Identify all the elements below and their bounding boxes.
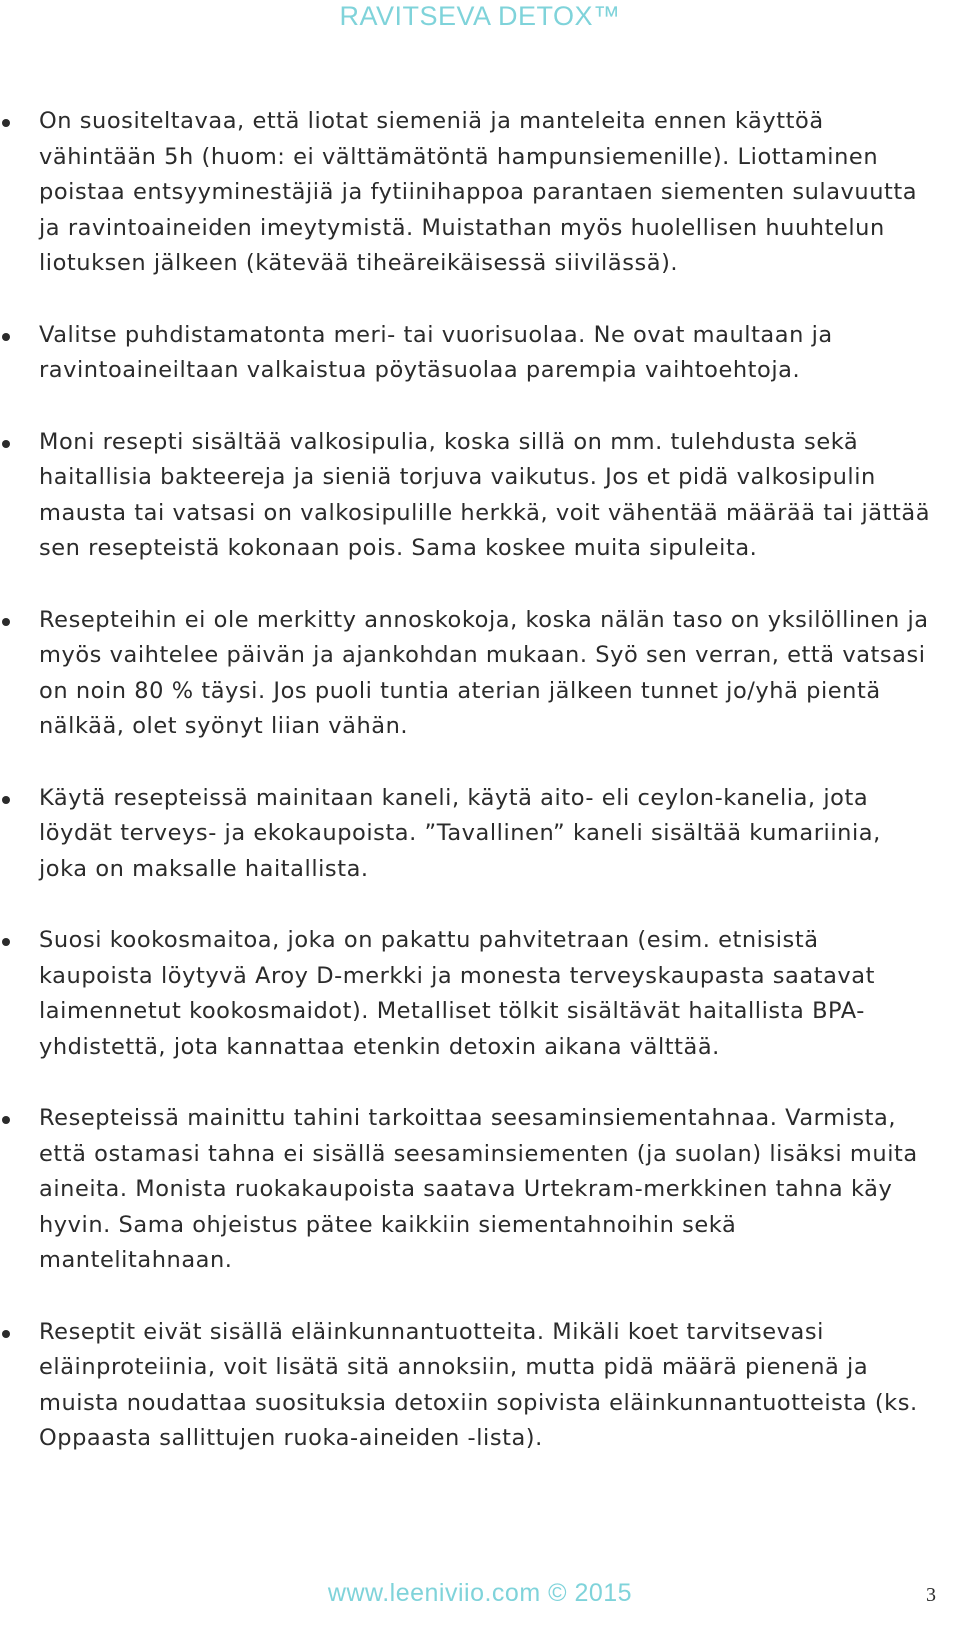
list-item	[0, 318, 960, 389]
page-header-title: RAVITSEVA DETOX™	[339, 1, 621, 31]
bullet-icon	[2, 1116, 10, 1124]
list-item-text: Käytä resepteissä mainitaan kaneli, käytä aito- eli ceylon-kanelia, jota löydät terveys- ja ekokaupoista. ”Tavallinen” kaneli sisältää kumariinia, joka on maksalle haitallista.	[39, 784, 881, 882]
bullet-icon	[2, 618, 10, 626]
list-item-text: Reseptit eivät sisällä eläinkunnantuotteita. Mikäli koet tarvitsevasi eläinproteiinia, voit lisätä sitä annoksiin, mutta pidä määrä pienenä ja muista noudattaa suosituksia detoxiin sopivista eläinkunnantuotteista (ks. Oppaasta sallittujen ruoka-aineiden -lista).	[39, 1318, 918, 1451]
list-item-text: Resepteissä mainittu tahini tarkoittaa seesaminsiementahnaa. Varmista, että ostamasi tahna ei sisällä seesaminsiementen (ja suolan) lisäksi muita aineita. Monista ruokakaupoista saatava Urtekram-merkkinen tahna käy hyvin. Sama ohjeistus pätee kaikkiin siementahnoihin sekä mantelitahnaan.	[39, 1105, 918, 1273]
bullet-icon	[2, 1330, 10, 1338]
bullet-icon	[2, 796, 10, 804]
guidelines-list	[0, 104, 960, 1493]
list-item-text: Moni resepti sisältää valkosipulia, koska sillä on mm. tulehdusta sekä haitallisia bakteereja ja sieniä torjuva vaikutus. Jos et pidä valkosipulin mausta tai vatsasi on valkosipulille herkkä, voit vähentää määrää tai jättää sen resepteistä kokonaan pois. Sama koskee muita sipuleita.	[39, 428, 931, 561]
list-item	[0, 104, 960, 282]
bullet-icon	[2, 938, 10, 946]
page-number: 3	[926, 1584, 936, 1606]
list-item-text: On suositeltavaa, että liotat siemeniä ja manteleita ennen käyttöä vähintään 5h (huom: ei välttämätöntä hampunsiemenille). Liottaminen poistaa entsyyminestäjiä ja fytiinihappoa parantaen siementen sulavuutta ja ravintoaineiden imeytymistä. Muistathan myös huolellisen huuhtelun liotuksen jälkeen (kätevää tiheäreikäisessä siivilässä).	[39, 108, 918, 276]
bullet-icon	[2, 440, 10, 448]
list-item-text: Valitse puhdistamatonta meri- tai vuorisuolaa. Ne ovat maultaan ja ravintoaineiltaan valkaistua pöytäsuolaa parempia vaihtoehtoja.	[39, 321, 833, 383]
list-item	[0, 923, 960, 1065]
list-item-text: Resepteihin ei ole merkitty annoskokoja, koska nälän taso on yksilöllinen ja myös vaihtelee päivän ja ajankohdan mukaan. Syö sen verran, että vatsasi on noin 80 % täysi. Jos puoli tuntia aterian jälkeen tunnet jo/yhä pientä nälkää, olet syönyt liian vähän.	[39, 606, 929, 739]
bullet-icon	[2, 119, 10, 127]
bullet-icon	[2, 333, 10, 341]
list-item	[0, 425, 960, 567]
list-item	[0, 1315, 960, 1457]
list-item-text: Suosi kookosmaitoa, joka on pakattu pahvitetraan (esim. etnisistä kaupoista löytyvä Aroy D-merkki ja monesta terveyskaupasta saatavat laimennetut kookosmaidot). Metalliset tölkit sisältävät haitallista BPA-yhdistettä, jota kannattaa etenkin detoxin aikana välttää.	[39, 927, 875, 1060]
list-item	[0, 1101, 960, 1279]
list-item	[0, 603, 960, 745]
list-item	[0, 781, 960, 888]
footer-website-link[interactable]: www.leeniviio.com © 2015	[327, 1579, 633, 1607]
